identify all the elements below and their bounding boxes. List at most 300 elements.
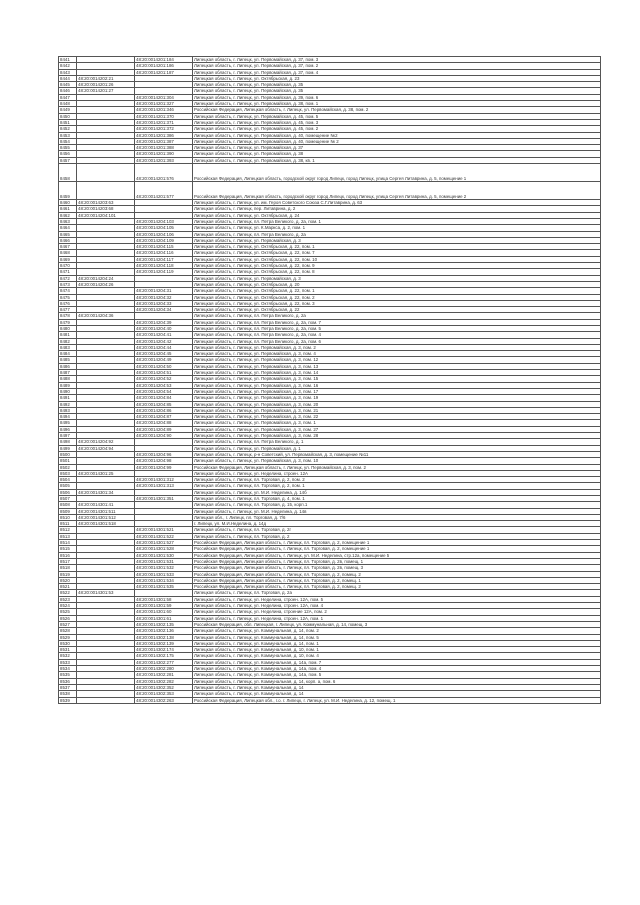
row-number-cell: 8465	[59, 231, 77, 237]
address-cell: Российская Федерация, Липецкая область, г. Липецк, ул. Первомайская, д. 38, пом. 2	[193, 107, 601, 113]
premises-cadastral-number-cell: 48:20:0014201:304	[135, 94, 193, 100]
address-cell: Липецкая область, г. Липецк, ул. Коммунальная, д. 14	[193, 691, 601, 697]
row-number-cell: 8491	[59, 395, 77, 401]
row-number-cell: 8485	[59, 357, 77, 363]
premises-cadastral-number-cell: 48:20:0014204:109	[135, 237, 193, 243]
premises-cadastral-number-cell: 48:20:0014301:58	[135, 596, 193, 602]
premises-cadastral-number-cell: 48:20:0014201:184	[135, 57, 193, 63]
premises-cadastral-number-cell: 48:20:0014204:41	[135, 332, 193, 338]
address-cell: Липецкая область, г. Липецк, ул. Первомайская, д. 45, пом. 5	[193, 113, 601, 119]
premises-cadastral-number-cell: 48:20:0014204:44	[135, 344, 193, 350]
premises-cadastral-number-cell: 48:20:0014301:59	[135, 603, 193, 609]
premises-cadastral-number-cell: 48:20:0014302:175	[135, 653, 193, 659]
address-cell: Российская Федерация, Липецкая обл., г.о. г. Липецк, г. Липецк, ул. М.И. Неделина, д. 12, помещ. 1	[193, 697, 601, 703]
row-number-cell: 8529	[59, 634, 77, 640]
address-cell: Липецкая область, г. Липецк, пл. Петра Великого, д. 1	[193, 439, 601, 445]
address-cell: Липецкая область, г. Липецк, ул. Первомайская, д. 3, пом. 17	[193, 388, 601, 394]
premises-cadastral-number-cell: 48:20:0014204:115	[135, 244, 193, 250]
address-cell: Липецкая область, г. Липецк, ул. Первомайская, д. 3, пом. 28	[193, 433, 601, 439]
parcel-cadastral-number-cell: 48:20:0014301:518	[77, 521, 135, 527]
row-number-cell: 8444	[59, 75, 77, 81]
address-cell: Липецкая область, г. Липецк, пл. Петра Великого, д. 2а, пом. 6	[193, 338, 601, 344]
row-number-cell: 8497	[59, 433, 77, 439]
premises-cadastral-number-cell: 48:20:0014204:34	[135, 307, 193, 313]
row-number-cell: 8486	[59, 363, 77, 369]
premises-cadastral-number-cell: 48:20:0014204:54	[135, 388, 193, 394]
premises-cadastral-number-cell: 48:20:0014302:136	[135, 628, 193, 634]
premises-cadastral-number-cell: 48:20:0014201:390	[135, 151, 193, 157]
address-cell: Липецкая область, г. Липецк, ул. Октябрьская, д. 22, пом. 3	[193, 300, 601, 306]
address-cell: Липецкая область, г. Липецк, ул. Октябрьская, д. 20	[193, 281, 601, 287]
premises-cadastral-number-cell: 48:20:0014204:116	[135, 250, 193, 256]
premises-cadastral-number-cell: 48:20:0014201:346	[135, 107, 193, 113]
premises-cadastral-number-cell: 48:20:0014204:106	[135, 231, 193, 237]
row-number-cell: 8479	[59, 319, 77, 325]
premises-cadastral-number-cell: 48:20:0014201:372	[135, 126, 193, 132]
row-number-cell: 8487	[59, 370, 77, 376]
address-cell: Липецкая область, г. Липецк, ул. Первомайская, д. 3, пом. 22	[193, 414, 601, 420]
address-cell: Липецкая область, г. Липецк, ул. Коммунальная, д. 14, корп. а, пом. 6	[193, 678, 601, 684]
premises-cadastral-number-cell: 48:20:0014204:85	[135, 401, 193, 407]
parcel-cadastral-number-cell: 48:20:0014204:36	[77, 313, 135, 319]
registry-table-body	[59, 57, 601, 704]
address-cell: Липецкая область, г. Липецк, ул. Первомайская, д. 37	[193, 145, 601, 151]
address-cell: Российская Федерация, обл. Липецкая, г. Липецк, ул. Коммунальная, д. 14, помещ. 3	[193, 621, 601, 627]
premises-cadastral-number-cell: 48:20:0014204:90	[135, 433, 193, 439]
address-cell: Липецкая область, г. Липецк, ул. Первомайская, д. 3, пом. 21	[193, 407, 601, 413]
row-number-cell: 8454	[59, 138, 77, 144]
row-number-cell: 8530	[59, 640, 77, 646]
address-cell: Липецкая область, г. Липецк, пл. Петра Великого, д. 2а, пом. 5	[193, 325, 601, 331]
row-number-cell: 8538	[59, 691, 77, 697]
address-cell: Липецкая область, г. Липецк, ул. Первомайская, д. 45, пом. 2	[193, 126, 601, 132]
address-cell: Липецкая область, г. Липецк, р-н Советский, ул. Первомайская, д. 3, помещение №11	[193, 451, 601, 457]
row-number-cell: 8455	[59, 145, 77, 151]
address-cell: Липецкая область, г. Липецк, ул. Октябрьская, д. 22, пом. 8	[193, 269, 601, 275]
premises-cadastral-number-cell: 48:20:0014204:51	[135, 370, 193, 376]
row-number-cell: 8476	[59, 300, 77, 306]
row-number-cell: 8470	[59, 263, 77, 269]
row-number-cell: 8467	[59, 244, 77, 250]
premises-cadastral-number-cell: 48:20:0014302:352	[135, 684, 193, 690]
row-number-cell: 8489	[59, 382, 77, 388]
address-cell: Липецкая область, г. Липецк, ул. Первомайская, д. 3, пом. 4	[193, 351, 601, 357]
parcel-cadastral-number-cell: 48:20:0014204:94	[77, 445, 135, 451]
premises-cadastral-number-cell: 48:20:0014301:351	[135, 496, 193, 502]
table-row	[59, 164, 601, 182]
premises-cadastral-number-cell: 48:20:0014302:174	[135, 647, 193, 653]
row-number-cell: 8457	[59, 157, 77, 163]
row-number-cell: 8461	[59, 206, 77, 212]
premises-cadastral-number-cell: 48:20:0014204:98	[135, 458, 193, 464]
row-number-cell: 8533	[59, 659, 77, 665]
address-cell: Липецкая область, г. Липецк, ул. Первомайская, д. 1	[193, 445, 601, 451]
premises-cadastral-number-cell: 48:20:0014302:138	[135, 634, 193, 640]
row-number-cell: 8526	[59, 615, 77, 621]
address-cell: Российская Федерация, Липецкая область, г. Липецк, ул. М.И. Неделина, стр.12а, помещение 5	[193, 552, 601, 558]
row-number-cell: 8514	[59, 540, 77, 546]
premises-cadastral-number-cell: 48:20:0014301:532	[135, 565, 193, 571]
address-cell: Липецкая область, г. Липецк, ул. Неделина, строен. 12А	[193, 470, 601, 476]
row-number-cell: 8534	[59, 666, 77, 672]
table-row	[59, 697, 601, 703]
address-cell: Липецкая область, г. Липецк, ул. Первомайская, д. 3, пом. 12	[193, 357, 601, 363]
row-number-cell: 8451	[59, 119, 77, 125]
row-number-cell: 8503	[59, 470, 77, 476]
address-cell: Липецкая область, г. Липецк, ул. Коммунальная, д. 14а, пом. 7	[193, 659, 601, 665]
premises-cadastral-number-cell: 48:20:0014201:371	[135, 119, 193, 125]
address-cell: Липецкая область, г. Липецк, ул. Первомайская, д. 37, пом. 2	[193, 63, 601, 69]
address-cell: Липецкая область, г. Липецк, ул. Коммунальная, д. 14, пом. 5	[193, 634, 601, 640]
premises-cadastral-number-cell: 48:20:0014201:386	[135, 132, 193, 138]
address-cell: Липецкая область, г. Липецк, ул. Октябрьская, д. 22, пом. 2	[193, 294, 601, 300]
address-cell: Липецкая область, г. Липецк, ул. Первомайская, д. 3, пом. 14	[193, 370, 601, 376]
premises-cadastral-number-cell: 48:20:0014204:96	[135, 451, 193, 457]
row-number-cell: 8505	[59, 483, 77, 489]
address-cell: Липецкая область, г. Липецк, ул. Первомайская, д. 35	[193, 82, 601, 88]
premises-cadastral-number-cell: 48:20:0014302:282	[135, 678, 193, 684]
address-cell: Российская Федерация, Липецкая область, г. Липецк, пл. Торговая, д. 2, помещ. 2	[193, 571, 601, 577]
address-cell: Липецкая область, г. Липецк, пл. Торговая, д. 2	[193, 533, 601, 539]
row-number-cell: 8482	[59, 338, 77, 344]
row-number-cell: 8468	[59, 250, 77, 256]
row-number-cell: 8508	[59, 502, 77, 508]
row-number-cell: 8484	[59, 351, 77, 357]
row-number-cell: 8472	[59, 275, 77, 281]
premises-cadastral-number-cell: 48:20:0014204:52	[135, 376, 193, 382]
parcel-cadastral-number-cell: 48:20:0014202:21	[77, 75, 135, 81]
parcel-cadastral-number-cell	[77, 182, 135, 200]
row-number-cell: 8495	[59, 420, 77, 426]
address-cell: Липецкая область, г. Липецк, ул. Первомайская, д. 3	[193, 237, 601, 243]
address-cell: Липецкая область, г. Липецк, ул. Первомайская, д. 3, пом. 1	[193, 420, 601, 426]
address-cell: Липецкая область, г. Липецк, пл. Торговая, д. 2, пом. 1	[193, 483, 601, 489]
row-number-cell: 8512	[59, 527, 77, 533]
parcel-cadastral-number-cell: 48:20:0014301:25	[77, 470, 135, 476]
address-cell: Липецкая область, г. Липецк, ул. Первомайская, д. 3, пом. 19	[193, 395, 601, 401]
address-cell: Липецкая область, г. Липецк, ул. Первомайская, д. 38, кв. 1	[193, 157, 601, 163]
row-number-cell: 8506	[59, 489, 77, 495]
premises-cadastral-number-cell: 48:20:0014201:387	[135, 138, 193, 144]
premises-cadastral-number-cell: 48:20:0014204:105	[135, 225, 193, 231]
parcel-cadastral-number-cell	[77, 164, 135, 182]
address-cell: Липецкая область, г. Липецк, ул. Октябрьская, д. 22, пом. 10	[193, 256, 601, 262]
parcel-cadastral-number-cell: 48:20:0014203:68	[77, 206, 135, 212]
address-cell: Липецкая обл., г. Липецк, пл. Торговая, д. 7/6	[193, 514, 601, 520]
address-cell: Липецкая область, г. Липецк, пл. Торговая, д. 2, пом. 2	[193, 477, 601, 483]
premises-cadastral-number-cell: 48:20:0014204:31	[135, 288, 193, 294]
parcel-cadastral-number-cell: 48:20:0014301:512	[77, 514, 135, 520]
row-number-cell: 8452	[59, 126, 77, 132]
row-number-cell: 8459	[59, 182, 77, 200]
address-cell: Липецкая область, г. Липецк, ул. Октябрьская, д. 22, пом. 9	[193, 263, 601, 269]
address-cell: Российская Федерация, Липецкая область, г. Липецк, ул. Первомайская, д. 3, пом. 2	[193, 464, 601, 470]
premises-cadastral-number-cell: 48:20:0014302:281	[135, 672, 193, 678]
row-number-cell: 8501	[59, 458, 77, 464]
premises-cadastral-number-cell: 48:20:0014302:135	[135, 621, 193, 627]
address-cell: Липецкая область, г. Липецк, ул. Неделина, строен. 12А, пом. 1	[193, 615, 601, 621]
row-number-cell: 8443	[59, 69, 77, 75]
row-number-cell: 8496	[59, 426, 77, 432]
premises-cadastral-number-cell: 48:20:0014201:327	[135, 101, 193, 107]
address-cell: Липецкая область, г. Липецк, пл. Петра Великого, д. 2а, пом. 1	[193, 218, 601, 224]
address-cell: Липецкая область, г. Липецк, ул. К.Маркса, д. 2, пом. 1	[193, 225, 601, 231]
parcel-cadastral-number-cell: 48:20:0014201:26	[77, 82, 135, 88]
address-cell: Липецкая область, г. Липецк, ул. Коммунальная, д. 14	[193, 684, 601, 690]
address-cell: Липецкая область, г. Липецк, ул. Первомайская, д. 3, пом. 13	[193, 363, 601, 369]
row-number-cell: 8445	[59, 82, 77, 88]
address-cell: Липецкая область, г. Липецк, ул. Первомайская, д. 39, пом. 6	[193, 94, 601, 100]
address-cell: Липецкая область, г. Липецк, ул. Коммунальная, д. 14а, пом. 4	[193, 666, 601, 672]
premises-cadastral-number-cell: 48:20:0014301:528	[135, 546, 193, 552]
premises-cadastral-number-cell: 48:20:0014302:263	[135, 697, 193, 703]
address-cell: Липецкая область, г. Липецк, пл. Петра Великого, д. 2а	[193, 313, 601, 319]
row-number-cell: 8519	[59, 571, 77, 577]
premises-cadastral-number-cell: 48:20:0014201:370	[135, 113, 193, 119]
row-number-cell: 8500	[59, 451, 77, 457]
address-cell: Липецкая область, г. Липецк, ул. М.И. Неделина, д. 14б	[193, 489, 601, 495]
address-cell: Липецкая область, г. Липецк, ул. Коммунальная, д. 14а, пом. 5	[193, 672, 601, 678]
premises-cadastral-number-cell: 48:20:0014201:186	[135, 63, 193, 69]
row-number-cell: 8493	[59, 407, 77, 413]
address-cell: Липецкая область, г. Липецк, пл. Петра Великого, д. 2а, пом. 4	[193, 332, 601, 338]
row-number-cell: 8515	[59, 546, 77, 552]
row-number-cell: 8460	[59, 200, 77, 206]
address-cell: Липецкая область, г. Липецк, пл. Торговая, д. 2г	[193, 527, 601, 533]
address-cell: Липецкая область, г. Липецк, ул. Первомайская, д. 40, помещение №2	[193, 132, 601, 138]
row-number-cell: 8536	[59, 678, 77, 684]
premises-cadastral-number-cell: 48:20:0014204:99	[135, 464, 193, 470]
row-number-cell: 8518	[59, 565, 77, 571]
row-number-cell: 8504	[59, 477, 77, 483]
row-number-cell: 8510	[59, 514, 77, 520]
address-cell: Липецкая область, г. Липецк, ул. Первомайская, д. 45, пом. 3	[193, 119, 601, 125]
premises-cadastral-number-cell: 48:20:0014201:577	[135, 182, 193, 200]
parcel-cadastral-number-cell: 48:20:0014301:511	[77, 508, 135, 514]
row-number-cell: 8523	[59, 596, 77, 602]
row-number-cell: 8458	[59, 164, 77, 182]
parcel-cadastral-number-cell: 48:20:0014204:101	[77, 212, 135, 218]
address-cell: Липецкая область, г. Липецк, ул. им. Героя Советского Союза С.Г.Литаврина, д. 63	[193, 200, 601, 206]
parcel-cadastral-number-cell	[77, 697, 135, 703]
row-number-cell: 8498	[59, 439, 77, 445]
premises-cadastral-number-cell: 48:20:0014201:388	[135, 145, 193, 151]
row-number-cell: 8517	[59, 558, 77, 564]
premises-cadastral-number-cell: 48:20:0014301:527	[135, 540, 193, 546]
address-cell: Российская Федерация, Липецкая область, городской округ город Липецк, город Липецк, улица Сергея Литаврина, д. 5, помещение 1	[193, 164, 601, 182]
address-cell: Липецкая область, г. Липецк, ул. Неделина, строение 12А, пом. 2	[193, 609, 601, 615]
row-number-cell: 8499	[59, 445, 77, 451]
address-cell: Липецкая область, г. Липецк, ул. Первомайская, д. 35	[193, 88, 601, 94]
premises-cadastral-number-cell: 48:20:0014301:522	[135, 533, 193, 539]
premises-cadastral-number-cell: 48:20:0014204:118	[135, 263, 193, 269]
row-number-cell: 8464	[59, 225, 77, 231]
address-cell: Липецкая область, г. Липецк, пл. Торговая, д. 15, корп.1	[193, 502, 601, 508]
address-cell: Липецкая область, г. Липецк, ул. Первомайская, д. 3	[193, 275, 601, 281]
row-number-cell: 8522	[59, 590, 77, 596]
row-number-cell: 8531	[59, 647, 77, 653]
row-number-cell: 8524	[59, 603, 77, 609]
premises-cadastral-number-cell: 48:20:0014204:88	[135, 420, 193, 426]
address-cell: Российская Федерация, Липецкая область, г. Липецк, пл. Торговая, д. 2, помещение 1	[193, 546, 601, 552]
address-cell: Липецкая область, г. Липецк, ул. Первомайская, д. 3, пом. 16	[193, 382, 601, 388]
address-cell: Липецкая область, г. Липецк, ул. М.И. Неделина, д. 14в	[193, 508, 601, 514]
premises-cadastral-number-cell: 48:20:0014302:277	[135, 659, 193, 665]
parcel-cadastral-number-cell: 48:20:0014203:63	[77, 200, 135, 206]
row-number-cell: 8456	[59, 151, 77, 157]
parcel-cadastral-number-cell: 48:20:0014204:24	[77, 275, 135, 281]
document-page	[58, 56, 600, 704]
premises-cadastral-number-cell: 48:20:0014204:103	[135, 218, 193, 224]
address-cell: Липецкая область, г. Липецк, ул. Первомайская, д. 40, помещение № 2	[193, 138, 601, 144]
premises-cadastral-number-cell: 48:20:0014301:60	[135, 609, 193, 615]
parcel-cadastral-number-cell: 48:20:0014201:27	[77, 88, 135, 94]
address-cell: Липецкая область, г. Липецк, ул. Первомайская, д. 38	[193, 151, 601, 157]
row-number-cell: 8488	[59, 376, 77, 382]
row-number-cell: 8535	[59, 672, 77, 678]
row-number-cell: 8528	[59, 628, 77, 634]
address-cell: Липецкая область, г. Липецк, ул. Октябрьская, д. 22, пом. 7	[193, 250, 601, 256]
address-cell: Липецкая область, г. Липецк, пл. Петра Великого, д. 2а	[193, 231, 601, 237]
address-cell: Липецкая область, г. Липецк, ул. Первомайская, д. 37, пом. 4	[193, 69, 601, 75]
row-number-cell: 8483	[59, 344, 77, 350]
premises-cadastral-number-cell: 48:20:0014204:42	[135, 338, 193, 344]
address-cell: Российская Федерация, Липецкая область, г. Липецк, пл. Торговая, д. 2, помещ. 1	[193, 577, 601, 583]
address-cell: Липецкая область, г. Липецк, ул. Октябрьская, д. 23	[193, 75, 601, 81]
row-number-cell: 8475	[59, 294, 77, 300]
row-number-cell: 8513	[59, 533, 77, 539]
address-cell: Липецкая область, г. Липецк, ул. Первомайская, д. 3, пом. 2	[193, 344, 601, 350]
address-cell: Липецкая область, г. Липецк, ул. Октябрьская, д. 24	[193, 212, 601, 218]
premises-cadastral-number-cell: 48:20:0014302:280	[135, 666, 193, 672]
premises-cadastral-number-cell: 48:20:0014302:353	[135, 691, 193, 697]
address-cell: Липецкая область, г. Липецк, ул. Октябрьская, д. 22	[193, 307, 601, 313]
row-number-cell: 8502	[59, 464, 77, 470]
row-number-cell: 8449	[59, 107, 77, 113]
premises-cadastral-number-cell: 48:20:0014301:61	[135, 615, 193, 621]
address-cell: Российская Федерация, Липецкая область, городской округ город Липецк, город Липецк, улица Сергея Литаврина, д. 5, помещение 2	[193, 182, 601, 200]
premises-cadastral-number-cell: 48:20:0014204:89	[135, 426, 193, 432]
premises-cadastral-number-cell: 48:20:0014204:86	[135, 407, 193, 413]
row-number-cell: 8511	[59, 521, 77, 527]
address-cell: Липецкая область, г. Липецк, ул. Неделина, строен. 12А, пом. 4	[193, 603, 601, 609]
premises-cadastral-number-cell: 48:20:0014201:187	[135, 69, 193, 75]
address-cell: Липецкая область, г. Липецк, ул. Первомайская, д. 3, пом. 10	[193, 458, 601, 464]
row-number-cell: 8481	[59, 332, 77, 338]
address-cell: Липецкая область, г. Липецк, ул. Октябрьская, д. 22, пом. 1	[193, 244, 601, 250]
row-number-cell: 8453	[59, 132, 77, 138]
address-cell: Липецкая область, г. Липецк, пл. Торговая, д. 4, пом. 1	[193, 496, 601, 502]
row-number-cell: 8509	[59, 508, 77, 514]
row-number-cell: 8441	[59, 57, 77, 63]
row-number-cell: 8462	[59, 212, 77, 218]
row-number-cell: 8471	[59, 269, 77, 275]
premises-cadastral-number-cell: 48:20:0014204:33	[135, 300, 193, 306]
address-cell: Российская Федерация, Липецкая область, г. Липецк, пл. Торговая, д. 2в, помещ. 1	[193, 558, 601, 564]
row-number-cell: 8539	[59, 697, 77, 703]
address-cell: Липецкая область, г. Липецк, пл. Торговая, д. 2а	[193, 590, 601, 596]
premises-cadastral-number-cell: 48:20:0014301:534	[135, 577, 193, 583]
parcel-cadastral-number-cell: 48:20:0014301:34	[77, 489, 135, 495]
premises-cadastral-number-cell: 48:20:0014204:87	[135, 414, 193, 420]
premises-cadastral-number-cell: 48:20:0014301:535	[135, 584, 193, 590]
premises-cadastral-number-cell: 48:20:0014204:40	[135, 325, 193, 331]
premises-cadastral-number-cell: 48:20:0014204:39	[135, 319, 193, 325]
parcel-cadastral-number-cell: 48:20:0014301:53	[77, 590, 135, 596]
row-number-cell: 8474	[59, 288, 77, 294]
row-number-cell: 8442	[59, 63, 77, 69]
row-number-cell: 8532	[59, 653, 77, 659]
row-number-cell: 8469	[59, 256, 77, 262]
address-cell: Российская Федерация, Липецкая область, г. Липецк, пл. Торговая, д. 2, помещ. 2	[193, 584, 601, 590]
premises-cadastral-number-cell: 48:20:0014204:117	[135, 256, 193, 262]
address-cell: Липецкая область, г. Липецк, ул. Первомайская, д. 38, пом. 1	[193, 101, 601, 107]
premises-cadastral-number-cell: 48:20:0014201:576	[135, 164, 193, 182]
address-cell: г. Липецк, ул. М.И.Неделина, д. 14д	[193, 521, 601, 527]
address-cell: Российская Федерация, Липецкая область, г. Липецк, пл. Торговая, д. 2в, помещ. 3	[193, 565, 601, 571]
row-number-cell: 8527	[59, 621, 77, 627]
premises-cadastral-number-cell: 48:20:0014204:45	[135, 351, 193, 357]
address-cell: Липецкая область, г. Липецк, ул. Первомайская, д. 37, пом. 3	[193, 57, 601, 63]
parcel-cadastral-number-cell: 48:20:0014204:26	[77, 281, 135, 287]
address-cell: Липецкая область, г. Липецк, ул. Коммунальная, д. 10, пом. 4	[193, 653, 601, 659]
row-number-cell: 8448	[59, 101, 77, 107]
row-number-cell: 8537	[59, 684, 77, 690]
premises-cadastral-number-cell: 48:20:0014301:533	[135, 571, 193, 577]
address-cell: Липецкая область, г. Липецк, ул. Коммунальная, д. 14, пом. 2	[193, 628, 601, 634]
row-number-cell: 8492	[59, 401, 77, 407]
premises-cadastral-number-cell: 48:20:0014302:139	[135, 640, 193, 646]
premises-cadastral-number-cell: 48:20:0014301:530	[135, 552, 193, 558]
premises-cadastral-number-cell: 48:20:0014301:312	[135, 477, 193, 483]
table-row	[59, 182, 601, 200]
premises-cadastral-number-cell: 48:20:0014301:313	[135, 483, 193, 489]
row-number-cell: 8516	[59, 552, 77, 558]
address-cell: Липецкая область, г. Липецк, пл. Петра Великого, д. 2а, пом. 7	[193, 319, 601, 325]
row-number-cell: 8490	[59, 388, 77, 394]
address-cell: Липецкая область, г. Липецк, ул. Коммунальная, д. 14, пом. 1	[193, 640, 601, 646]
row-number-cell: 8450	[59, 113, 77, 119]
row-number-cell: 8466	[59, 237, 77, 243]
premises-cadastral-number-cell: 48:20:0014204:84	[135, 395, 193, 401]
row-number-cell: 8507	[59, 496, 77, 502]
address-cell: Липецкая область, г. Липецк, пер. Литаврина, д. 2	[193, 206, 601, 212]
premises-cadastral-number-cell: 48:20:0014204:32	[135, 294, 193, 300]
row-number-cell: 8478	[59, 313, 77, 319]
row-number-cell: 8463	[59, 218, 77, 224]
row-number-cell: 8446	[59, 88, 77, 94]
address-cell: Липецкая область, г. Липецк, ул. Первомайская, д. 3, пом. 27	[193, 426, 601, 432]
row-number-cell: 8521	[59, 584, 77, 590]
premises-cadastral-number-cell: 48:20:0014301:521	[135, 527, 193, 533]
address-cell: Российская Федерация, Липецкая область, г. Липецк, пл. Торговая, д. 2, помещение 1	[193, 540, 601, 546]
row-number-cell: 8477	[59, 307, 77, 313]
address-cell: Липецкая область, г. Липецк, ул. Первомайская, д. 3, пом. 20	[193, 401, 601, 407]
address-cell: Липецкая область, г. Липецк, ул. Октябрьская, д. 22, пом. 1	[193, 288, 601, 294]
premises-cadastral-number-cell: 48:20:0014204:50	[135, 363, 193, 369]
row-number-cell: 8447	[59, 94, 77, 100]
premises-cadastral-number-cell: 48:20:0014301:531	[135, 558, 193, 564]
premises-cadastral-number-cell: 48:20:0014204:49	[135, 357, 193, 363]
row-number-cell: 8480	[59, 325, 77, 331]
address-cell: Липецкая область, г. Липецк, ул. Первомайская, д. 3, пом. 15	[193, 376, 601, 382]
premises-cadastral-number-cell: 48:20:0014201:393	[135, 157, 193, 163]
parcel-cadastral-number-cell: 48:20:0014204:92	[77, 439, 135, 445]
registry-table	[58, 56, 601, 704]
address-cell: Липецкая область, г. Липецк, ул. Неделина, строен. 12А, пом. 5	[193, 596, 601, 602]
row-number-cell: 8473	[59, 281, 77, 287]
row-number-cell: 8525	[59, 609, 77, 615]
